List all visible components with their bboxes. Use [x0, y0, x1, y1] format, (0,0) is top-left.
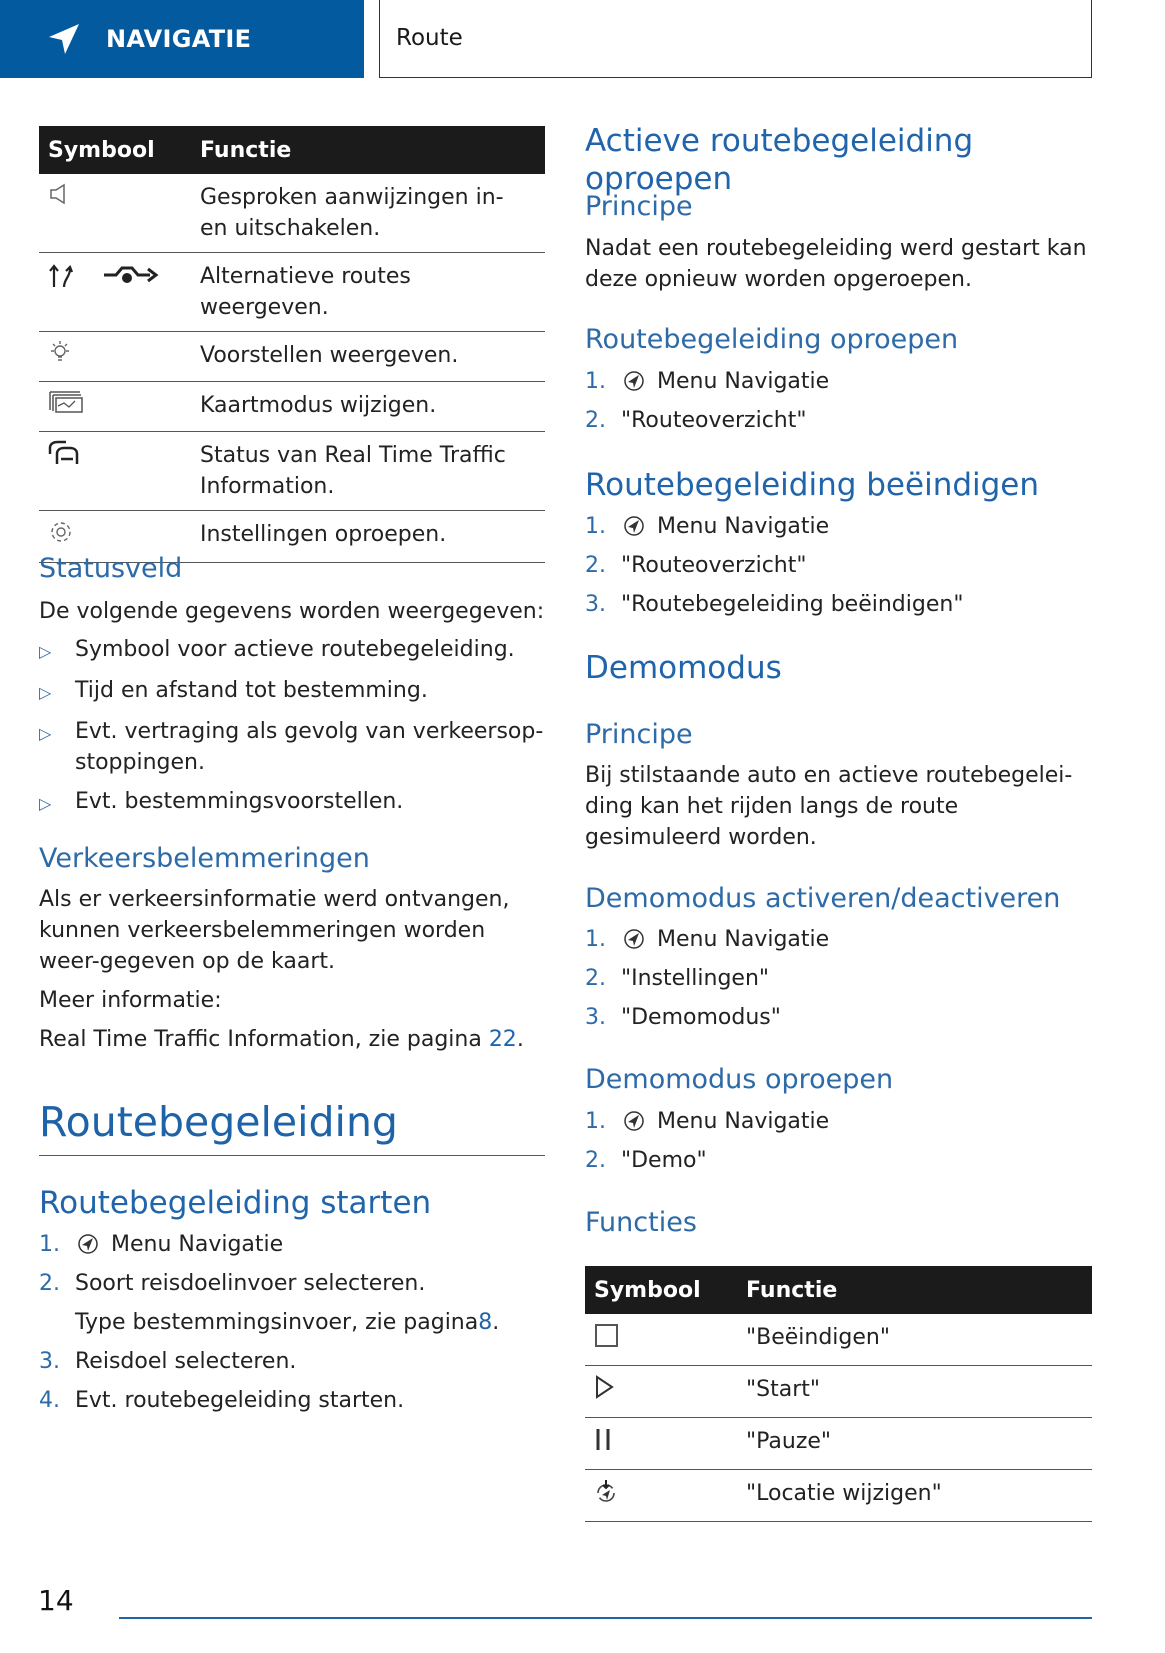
principe-text: Nadat een routebegeleiding werd gestart kan deze opnieuw worden opgeroepen.	[585, 236, 1087, 292]
list-item: 3. Reisdoel selecteren.	[39, 1349, 297, 1374]
page-link[interactable]: 22	[488, 1027, 517, 1052]
table-row: Voorstellen weergeven.	[39, 332, 545, 382]
table-row: "Pauze"	[585, 1418, 1092, 1470]
statusveld-heading: Statusveld	[39, 553, 183, 584]
verkeer-heading: Verkeersbelemmeringen	[39, 843, 370, 874]
table-row: Status van Real Time Traffic Information.	[39, 432, 545, 511]
table-row: "Beëindigen"	[585, 1314, 1092, 1366]
verkeer-more: Meer informatie:	[39, 988, 222, 1013]
demomodus-heading: Demomodus	[585, 650, 782, 686]
table-row: "Start"	[585, 1366, 1092, 1418]
list-item: 2. "Routeoverzicht"	[585, 408, 807, 433]
table-row: Gesproken aanwijzingen in- en uitschakelen.	[39, 174, 545, 253]
demo-oproepen-heading: Demomodus oproepen	[585, 1064, 894, 1095]
list-item: 2. "Instellingen"	[585, 966, 770, 991]
oproepen-heading: Routebegeleiding oproepen	[585, 324, 959, 355]
demo-principe-heading: Principe	[585, 719, 693, 750]
navigation-menu-icon	[621, 1110, 647, 1132]
bullet-triangle-icon: ▷	[39, 794, 52, 813]
navigation-menu-icon	[621, 928, 647, 950]
table-row: Alternatieve routes weergeven.	[39, 253, 545, 332]
navigation-menu-icon	[621, 370, 647, 392]
starten-heading: Routebegeleiding starten	[39, 1185, 432, 1221]
symbols-table	[39, 126, 545, 563]
table-row: Kaartmodus wijzigen.	[39, 382, 545, 432]
navigation-menu-icon	[75, 1233, 101, 1255]
traffic-icon	[48, 440, 82, 466]
lightbulb-icon	[48, 340, 72, 364]
list-item: 2. Soort reisdoelinvoer selecteren.	[39, 1271, 426, 1296]
list-item: ▷ Symbool voor actieve routebegeleiding.	[39, 634, 545, 667]
section-title: NAVIGATIE	[106, 25, 252, 53]
col-header: Symbool	[39, 126, 191, 174]
table-row: Instellingen oproepen.	[39, 511, 545, 563]
change-location-icon	[594, 1478, 620, 1504]
list-item: 1. Menu Navigatie	[585, 514, 830, 539]
page-link[interactable]: 8	[478, 1310, 493, 1335]
navigation-menu-icon	[621, 515, 647, 537]
list-item: 1. Menu Navigatie	[585, 927, 830, 952]
list-item: 2. "Demo"	[585, 1148, 707, 1173]
list-item: 1. Menu Navigatie	[585, 369, 830, 394]
table-row: "Locatie wijzigen"	[585, 1470, 1092, 1522]
map-mode-icon	[48, 390, 84, 414]
gear-icon	[48, 519, 74, 545]
alternative-routes-icon	[48, 261, 168, 289]
col-header: Functie	[737, 1266, 1092, 1314]
col-header: Functie	[191, 126, 545, 174]
list-item: 3. "Routebegeleiding beëindigen"	[585, 592, 964, 617]
chapter-header: Route	[379, 0, 1092, 78]
col-header: Symbool	[585, 1266, 737, 1314]
list-item: ▷ Evt. bestemmingsvoorstellen.	[39, 786, 545, 819]
starten-steps	[39, 1229, 545, 1416]
verkeer-text: Als er verkeersinformatie werd ontvangen, kunnen verkeersbelemmeringen worden weer-gegeven op de kaart.	[39, 887, 510, 974]
footer-divider	[119, 1617, 1092, 1619]
beeindigen-heading: Routebegeleiding beëindigen	[585, 467, 1040, 503]
list-item: 2. "Routeoverzicht"	[585, 553, 807, 578]
section-header	[0, 0, 364, 78]
list-item: 3. "Demomodus"	[585, 1005, 781, 1030]
play-icon	[594, 1374, 620, 1400]
demo-activeren-heading: Demomodus activeren/deactiveren	[585, 883, 1061, 914]
page-number: 14	[38, 1584, 74, 1617]
demo-principe-text: Bij stilstaande auto en actieve routebegelei-ding kan het rijden langs de route gesimuleerd worden.	[585, 763, 1073, 850]
list-item: 1. Menu Navigatie	[585, 1109, 830, 1134]
list-subtext: Type bestemmingsinvoer, zie pagina 8 .	[75, 1307, 545, 1338]
actieve-heading: Actieve routebegeleiding oproepen	[585, 123, 974, 197]
functions-table	[585, 1266, 1092, 1522]
bullet-triangle-icon: ▷	[39, 642, 52, 661]
routebegeleiding-heading: Routebegeleiding	[39, 1098, 545, 1156]
functies-heading: Functies	[585, 1207, 697, 1238]
principe-heading: Principe	[585, 191, 693, 222]
list-item: 4. Evt. routebegeleiding starten.	[39, 1388, 405, 1413]
navigation-arrow-icon	[46, 21, 82, 57]
pause-icon	[594, 1426, 620, 1452]
demo-activeren-steps	[585, 924, 1092, 1033]
statusveld-intro: De volgende gegevens worden weergegeven:	[39, 599, 545, 624]
list-item: ▷ Evt. vertraging als gevolg van verkeersop-stoppingen.	[39, 716, 545, 778]
oproepen-steps	[585, 366, 1092, 436]
beeindigen-steps	[585, 511, 1092, 620]
stop-icon	[594, 1322, 620, 1348]
bullet-triangle-icon: ▷	[39, 724, 52, 743]
demo-oproepen-steps	[585, 1106, 1092, 1176]
list-item: ▷ Tijd en afstand tot bestemming.	[39, 675, 545, 708]
bullet-triangle-icon: ▷	[39, 683, 52, 702]
speaker-icon	[48, 182, 72, 206]
list-item: 1. Menu Navigatie	[39, 1232, 284, 1257]
verkeer-ref: Real Time Traffic Information, zie pagina 22.	[39, 1027, 524, 1052]
statusveld-list	[39, 634, 545, 819]
